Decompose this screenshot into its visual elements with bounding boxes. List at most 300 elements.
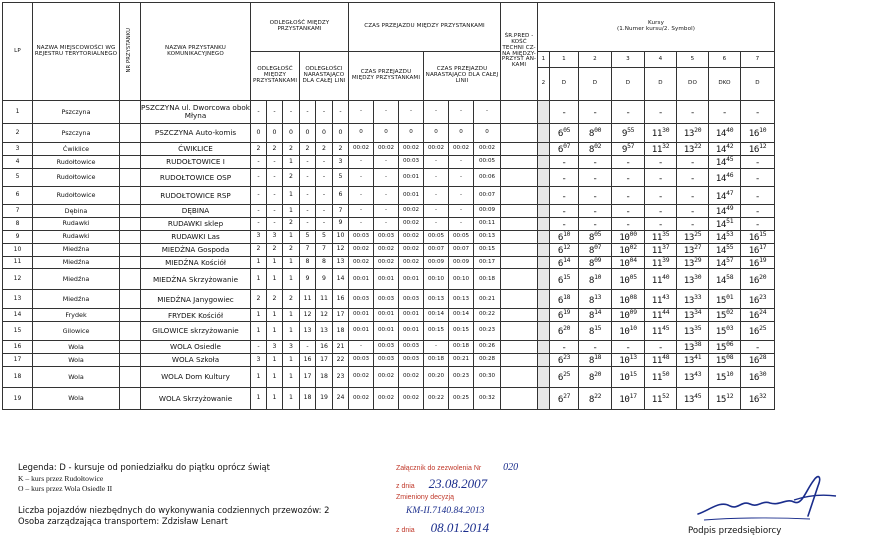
cell-gmina: Rudołtowice <box>33 187 120 205</box>
cell-czas: - <box>449 217 474 230</box>
kurs-number: 4 <box>645 52 677 68</box>
kurs-hour: 6 <box>557 310 564 322</box>
kurs-hour: 15 <box>715 310 727 322</box>
kurs-hour: 13 <box>683 294 695 306</box>
kurs-minute: 23 <box>563 353 571 362</box>
cell-kurs <box>550 388 579 410</box>
cell-kurs <box>612 269 645 290</box>
cell-czas: 00:23 <box>449 367 474 388</box>
cell-odleglosc: 1 <box>283 354 300 367</box>
kurs-minute: 35 <box>662 230 670 238</box>
cell-odleglosc: 11 <box>300 290 316 309</box>
cell-lp: 1 <box>3 101 33 124</box>
cell-kurs <box>550 354 579 367</box>
kurs-number: 3 <box>612 52 645 68</box>
kurs-hour: 11 <box>651 310 663 322</box>
cell-kurs <box>709 101 741 124</box>
cell-czas: 00:02 <box>374 256 399 269</box>
cell-kurs <box>709 367 741 388</box>
cell-odleglosc: 1 <box>251 256 267 269</box>
cell-czas: 00:11 <box>474 217 501 230</box>
cell-czas: 00:14 <box>424 309 449 322</box>
cell-odleglosc: 2 <box>283 217 300 230</box>
kurs-hour: 13 <box>683 372 695 384</box>
cell-kurs-spacer <box>538 169 550 187</box>
cell-lp: 3 <box>3 143 33 156</box>
cell-odleglosc: 2 <box>283 169 300 187</box>
cell-czas: 00:32 <box>474 388 501 410</box>
kurs-minute: 38 <box>694 340 702 349</box>
cell-lp: 15 <box>3 322 33 341</box>
cell-czas: 0 <box>449 124 474 143</box>
kurs-minute: 00 <box>594 126 602 135</box>
kurs-minute: 30 <box>694 272 702 281</box>
cell-czas: 00:21 <box>474 290 501 309</box>
cell-czas: 00:05 <box>449 230 474 243</box>
kurs-minute: 04 <box>629 256 637 264</box>
cell-czas: 00:01 <box>374 322 399 341</box>
cell-odleglosc: 0 <box>316 124 333 143</box>
cell-odleglosc: - <box>267 156 283 169</box>
cell-kurs <box>709 169 741 187</box>
kurs-minute: 44 <box>662 308 670 317</box>
cell-kurs <box>579 187 612 205</box>
header-row2-label: 2 <box>538 68 550 101</box>
cell-odleglosc: 0 <box>267 124 283 143</box>
kurs-hour: 6 <box>557 128 564 140</box>
kurs-hour: 13 <box>683 128 695 140</box>
cell-kurs <box>709 256 741 269</box>
cell-kurs <box>579 256 612 269</box>
kurs-hour: 6 <box>557 144 564 156</box>
kurs-minute: 20 <box>563 324 571 333</box>
kurs-minute: 49 <box>726 204 734 212</box>
kurs-hour: 13 <box>683 257 695 269</box>
cell-przystanek: PSZCZYNA ul. Dworcowa obok Młyna <box>141 101 251 124</box>
cell-kurs <box>677 388 709 410</box>
cell-gmina: Rudawki <box>33 230 120 243</box>
cell-odleglosc: 3 <box>333 156 349 169</box>
cell-czas: - <box>374 187 399 205</box>
cell-kurs <box>579 290 612 309</box>
cell-kurs <box>741 290 775 309</box>
kurs-minute: 01 <box>726 292 734 301</box>
cell-odleglosc: 1 <box>283 367 300 388</box>
cell-predkosc <box>501 354 538 367</box>
cell-czas: - <box>374 205 399 218</box>
cell-predkosc <box>501 156 538 169</box>
cell-nr-przystanku <box>120 290 141 309</box>
cell-odleglosc: 23 <box>333 367 349 388</box>
cell-kurs <box>579 354 612 367</box>
cell-lp: 6 <box>3 187 33 205</box>
kurs-minute: 27 <box>694 243 702 251</box>
cell-odleglosc: - <box>251 217 267 230</box>
kurs-hour: - <box>625 172 631 184</box>
kurs-minute: 29 <box>694 256 702 264</box>
cell-odleglosc: 7 <box>316 243 333 256</box>
kurs-minute: 20 <box>594 370 602 379</box>
cell-czas: - <box>424 205 449 218</box>
cell-odleglosc: 8 <box>316 256 333 269</box>
cell-kurs <box>741 256 775 269</box>
kurs-hour: - <box>657 218 664 230</box>
kurs-minute: 32 <box>662 142 670 151</box>
header-odl-miedzy: ODLEGŁOŚĆ MIĘDZY PRZYSTANKAMI <box>251 52 300 101</box>
cell-kurs <box>612 230 645 243</box>
kurs-hour: 13 <box>683 274 695 286</box>
cell-kurs <box>709 187 741 205</box>
kurs-hour: 16 <box>748 294 760 306</box>
kurs-hour: 15 <box>715 355 727 367</box>
cell-kurs <box>612 256 645 269</box>
cell-kurs <box>741 341 775 354</box>
cell-kurs <box>579 388 612 410</box>
header-row1-label: 1 <box>538 52 550 68</box>
cell-nr-przystanku <box>120 367 141 388</box>
cell-czas: - <box>449 156 474 169</box>
kurs-hour: - <box>754 107 761 119</box>
cell-czas: 00:09 <box>449 256 474 269</box>
kurs-minute: 43 <box>662 292 670 301</box>
kurs-minute: 55 <box>726 243 734 251</box>
cell-kurs <box>709 143 741 156</box>
cell-czas: 00:13 <box>449 290 474 309</box>
cell-czas: 00:02 <box>374 143 399 156</box>
cell-gmina: Miedźna <box>33 256 120 269</box>
cell-odleglosc: 13 <box>333 256 349 269</box>
cell-kurs <box>677 354 709 367</box>
kurs-symbol: DO <box>677 68 709 101</box>
cell-kurs-spacer <box>538 290 550 309</box>
kurs-minute: 45 <box>662 324 670 333</box>
stamp-line-1-label: Załącznik do zezwolenia Nr <box>396 465 482 472</box>
kurs-hour: - <box>689 157 696 169</box>
cell-predkosc <box>501 322 538 341</box>
kurs-hour: - <box>625 190 631 202</box>
cell-odleglosc: - <box>316 187 333 205</box>
cell-czas: 00:18 <box>449 341 474 354</box>
kurs-hour: 6 <box>557 393 564 405</box>
cell-odleglosc: 1 <box>283 256 300 269</box>
cell-odleglosc: 16 <box>316 341 333 354</box>
cell-kurs <box>579 169 612 187</box>
stamp-line-2-value: 23.08.2007 <box>428 476 488 491</box>
kurs-hour: 8 <box>588 393 595 405</box>
kurs-minute: 12 <box>759 142 767 151</box>
kurs-hour: 8 <box>588 244 595 256</box>
cell-odleglosc: 1 <box>283 269 300 290</box>
kurs-minute: 14 <box>563 256 571 264</box>
cell-kurs <box>709 156 741 169</box>
kurs-minute: 15 <box>629 370 637 379</box>
kurs-minute: 10 <box>726 370 734 379</box>
cell-odleglosc: 0 <box>251 124 267 143</box>
cell-odleglosc: 1 <box>283 205 300 218</box>
table-row <box>3 367 775 388</box>
table-row <box>3 143 775 156</box>
header-czas-miedzy: CZAS PRZEJAZDU MIĘDZY PRZYSTANKAMI <box>349 52 424 101</box>
kurs-minute: 15 <box>563 272 571 281</box>
cell-odleglosc: 2 <box>251 243 267 256</box>
cell-kurs <box>645 388 677 410</box>
kurs-hour: - <box>561 218 567 230</box>
cell-przystanek: FRYDEK Kościół <box>141 309 251 322</box>
cell-czas: 0 <box>424 124 449 143</box>
cell-czas: - <box>349 156 374 169</box>
cell-czas: - <box>374 156 399 169</box>
header-kursy <box>538 3 775 52</box>
kurs-minute: 08 <box>629 292 637 301</box>
kurs-hour: 14 <box>715 231 727 243</box>
cell-odleglosc: 2 <box>251 290 267 309</box>
cell-odleglosc: 18 <box>333 322 349 341</box>
cell-czas: 00:02 <box>399 243 424 256</box>
cell-kurs <box>677 269 709 290</box>
cell-odleglosc: 1 <box>283 230 300 243</box>
kurs-hour: 13 <box>683 310 695 322</box>
cell-kurs <box>579 309 612 322</box>
cell-odleglosc: 1 <box>267 256 283 269</box>
cell-czas: - <box>424 341 449 354</box>
cell-kurs <box>645 169 677 187</box>
cell-odleglosc: - <box>300 156 316 169</box>
cell-kurs <box>709 217 741 230</box>
cell-odleglosc: 17 <box>333 309 349 322</box>
cell-czas: 00:01 <box>399 169 424 187</box>
header-przystanek: NAZWA PRZYSTANKU KOMUNIKACYJNEGO <box>141 3 251 101</box>
kurs-hour: 11 <box>651 326 663 338</box>
cell-przystanek: ĆWIKLICE <box>141 143 251 156</box>
signature-baseline <box>704 518 810 520</box>
cell-kurs <box>709 124 741 143</box>
cell-nr-przystanku <box>120 243 141 256</box>
cell-kurs-spacer <box>538 230 550 243</box>
cell-kurs <box>677 367 709 388</box>
cell-kurs-spacer <box>538 156 550 169</box>
header-kursy-sub: (1.Numer kursu/2. Symbol) <box>616 26 696 32</box>
cell-czas: 00:09 <box>424 256 449 269</box>
cell-lp: 17 <box>3 354 33 367</box>
kurs-hour: 14 <box>715 128 727 140</box>
cell-odleglosc: - <box>300 217 316 230</box>
kurs-minute: 00 <box>629 230 637 238</box>
cell-czas: 00:15 <box>474 243 501 256</box>
kurs-hour: - <box>625 218 631 230</box>
cell-odleglosc: - <box>300 169 316 187</box>
cell-czas: 00:07 <box>424 243 449 256</box>
cell-kurs <box>741 269 775 290</box>
kurs-hour: - <box>561 172 567 184</box>
cell-kurs <box>579 322 612 341</box>
kurs-minute: 52 <box>662 391 670 400</box>
cell-kurs <box>677 124 709 143</box>
kurs-hour: 10 <box>619 244 630 256</box>
kurs-hour: 8 <box>588 144 595 156</box>
cell-kurs <box>741 169 775 187</box>
cell-odleglosc: 2 <box>283 143 300 156</box>
cell-czas: 00:13 <box>474 230 501 243</box>
cell-kurs <box>709 290 741 309</box>
kurs-hour: 16 <box>748 274 760 286</box>
cell-kurs-spacer <box>538 143 550 156</box>
cell-czas: 00:14 <box>449 309 474 322</box>
cell-czas: 00:03 <box>349 354 374 367</box>
kurs-hour: 16 <box>748 244 760 256</box>
cell-kurs <box>741 230 775 243</box>
cell-nr-przystanku <box>120 322 141 341</box>
cell-czas: 00:01 <box>349 269 374 290</box>
kurs-minute: 23 <box>759 292 767 301</box>
kurs-minute: 50 <box>662 370 670 379</box>
kurs-hour: 14 <box>715 218 727 230</box>
cell-przystanek: RUDOŁTOWICE OSP <box>141 169 251 187</box>
cell-czas: 00:02 <box>349 143 374 156</box>
cell-odleglosc: - <box>300 205 316 218</box>
kurs-hour: - <box>689 206 696 218</box>
kurs-minute: 45 <box>726 155 734 164</box>
cell-czas: 00:22 <box>424 388 449 410</box>
kurs-minute: 13 <box>594 292 602 301</box>
cell-czas: 00:02 <box>374 388 399 410</box>
cell-czas: 0 <box>399 124 424 143</box>
kurs-minute: 08 <box>726 353 734 362</box>
kurs-minute: 10 <box>594 272 602 281</box>
kurs-hour: 10 <box>619 355 630 367</box>
cell-nr-przystanku <box>120 205 141 218</box>
kurs-hour: 16 <box>748 310 760 322</box>
cell-odleglosc: 13 <box>300 322 316 341</box>
cell-odleglosc: 14 <box>333 269 349 290</box>
cell-kurs <box>579 367 612 388</box>
cell-kurs-spacer <box>538 187 550 205</box>
cell-odleglosc: - <box>251 101 267 124</box>
cell-kurs-spacer <box>538 101 550 124</box>
cell-odleglosc: 17 <box>300 367 316 388</box>
cell-odleglosc: - <box>300 101 316 124</box>
cell-odleglosc: - <box>267 187 283 205</box>
cell-kurs <box>709 230 741 243</box>
cell-odleglosc: 1 <box>283 187 300 205</box>
cell-predkosc <box>501 187 538 205</box>
timetable-body <box>3 101 775 410</box>
kurs-hour: 14 <box>715 190 727 202</box>
cell-kurs <box>612 156 645 169</box>
kurs-hour: - <box>592 342 598 354</box>
cell-kurs <box>612 217 645 230</box>
cell-kurs <box>741 205 775 218</box>
kurs-minute: 27 <box>563 391 571 400</box>
cell-odleglosc: 7 <box>333 205 349 218</box>
cell-kurs <box>709 309 741 322</box>
cell-odleglosc: - <box>316 169 333 187</box>
kurs-minute: 57 <box>627 142 635 151</box>
cell-czas: 00:18 <box>424 354 449 367</box>
cell-gmina: Wola <box>33 341 120 354</box>
cell-gmina: Wola <box>33 388 120 410</box>
cell-lp: 9 <box>3 230 33 243</box>
cell-czas: - <box>349 205 374 218</box>
cell-predkosc <box>501 205 538 218</box>
header-czas-narast: CZAS PRZEJAZDU NARASTAJĄCO DLA CAŁEJ LINII <box>424 52 501 101</box>
cell-lp: 12 <box>3 269 33 290</box>
kurs-minute: 02 <box>594 142 602 151</box>
cell-odleglosc: - <box>316 205 333 218</box>
kurs-minute: 12 <box>726 391 734 400</box>
cell-predkosc <box>501 169 538 187</box>
cell-odleglosc: - <box>300 341 316 354</box>
cell-przystanek: WOLA Skrzyżowanie <box>141 388 251 410</box>
stamp-line-4 <box>396 506 484 516</box>
cell-odleglosc: - <box>251 205 267 218</box>
kurs-minute: 43 <box>694 370 702 379</box>
cell-czas: 00:02 <box>399 367 424 388</box>
cell-kurs <box>550 322 579 341</box>
cell-predkosc <box>501 217 538 230</box>
kurs-hour: 13 <box>683 342 695 354</box>
cell-lp: 19 <box>3 388 33 410</box>
kurs-hour: 15 <box>715 393 727 405</box>
cell-odleglosc: 21 <box>333 341 349 354</box>
cell-kurs-spacer <box>538 205 550 218</box>
table-row <box>3 243 775 256</box>
signature-underline <box>794 495 836 500</box>
kurs-hour: - <box>754 190 761 202</box>
cell-kurs <box>741 101 775 124</box>
cell-odleglosc: 3 <box>267 230 283 243</box>
cell-kurs <box>677 156 709 169</box>
kurs-minute: 25 <box>694 230 702 238</box>
kurs-minute: 20 <box>694 126 702 135</box>
cell-kurs <box>645 256 677 269</box>
kurs-minute: 25 <box>759 324 767 333</box>
kurs-symbol: DKO <box>709 68 741 101</box>
kurs-hour: 14 <box>715 274 727 286</box>
cell-nr-przystanku <box>120 143 141 156</box>
cell-odleglosc: 10 <box>333 230 349 243</box>
kurs-minute: 02 <box>629 243 637 251</box>
table-row <box>3 354 775 367</box>
kurs-hour: 13 <box>683 231 695 243</box>
kurs-hour: 11 <box>651 231 663 243</box>
cell-gmina: Pszczyna <box>33 101 120 124</box>
cell-kurs <box>579 205 612 218</box>
cell-kurs <box>645 309 677 322</box>
cell-odleglosc: 1 <box>267 309 283 322</box>
cell-czas: - <box>349 217 374 230</box>
cell-odleglosc: - <box>300 187 316 205</box>
cell-odleglosc: 12 <box>300 309 316 322</box>
cell-kurs-spacer <box>538 322 550 341</box>
kurs-minute: 07 <box>563 142 571 151</box>
cell-predkosc <box>501 256 538 269</box>
cell-czas: 00:03 <box>349 290 374 309</box>
cell-przystanek: GILOWICE skrzyżowanie <box>141 322 251 341</box>
cell-odleglosc: - <box>316 217 333 230</box>
cell-przystanek: MIEDŹNA Janygowiec <box>141 290 251 309</box>
cell-odleglosc: - <box>251 156 267 169</box>
table-row <box>3 322 775 341</box>
cell-kurs <box>645 156 677 169</box>
cell-przystanek: WOLA Osiedle <box>141 341 251 354</box>
kurs-hour: 6 <box>557 372 564 384</box>
cell-czas: 00:02 <box>399 388 424 410</box>
cell-gmina: Ćwiklice <box>33 143 120 156</box>
kurs-hour: - <box>657 342 664 354</box>
kurs-minute: 39 <box>662 256 670 264</box>
cell-kurs-spacer <box>538 124 550 143</box>
kurs-number: 6 <box>709 52 741 68</box>
